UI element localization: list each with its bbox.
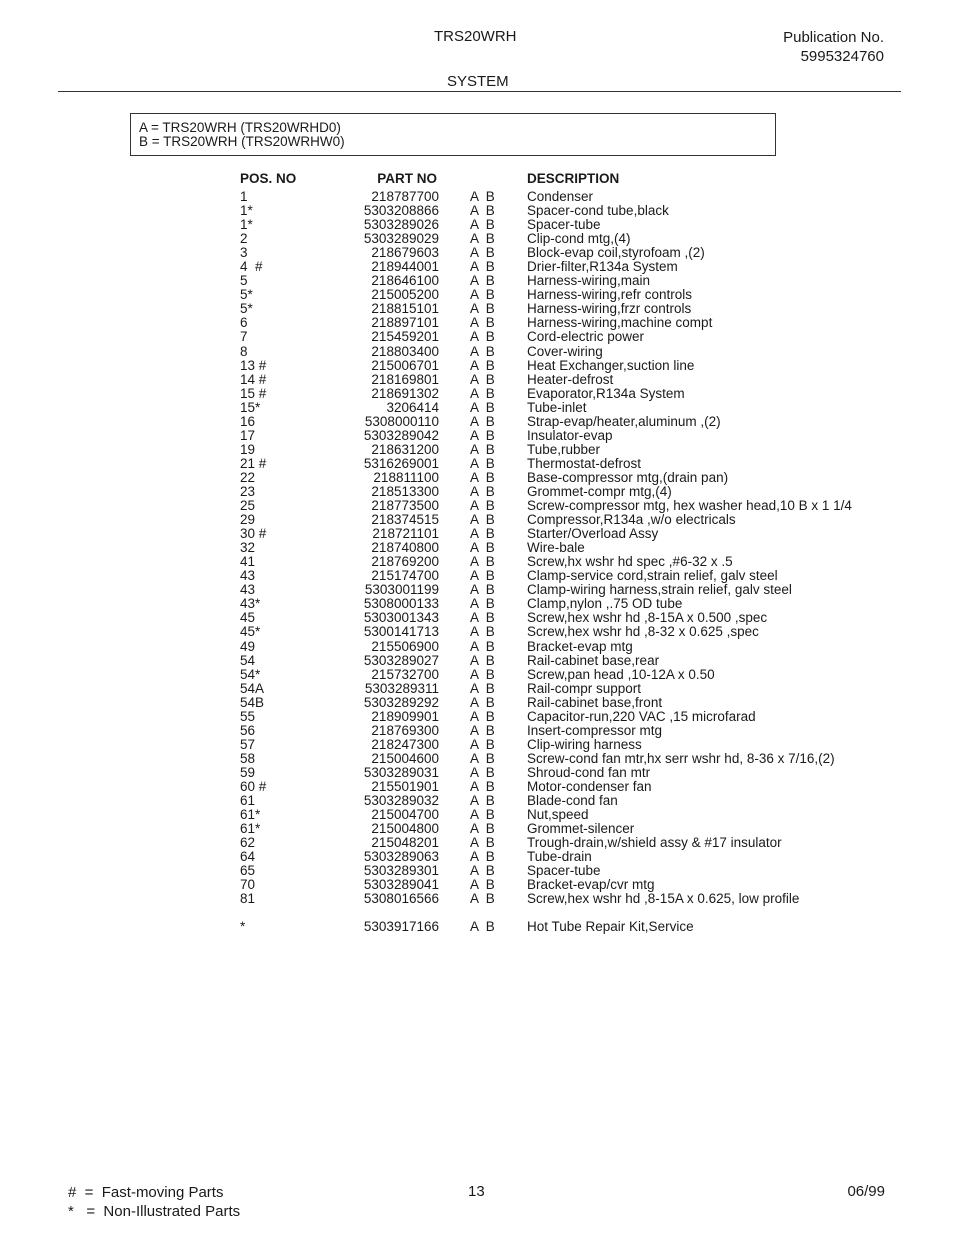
part-cell: 218803400 <box>371 343 439 359</box>
part-cell: 215048201 <box>371 835 439 851</box>
pos-cell: 45* <box>240 624 261 640</box>
table-row <box>240 204 880 218</box>
part-cell: 5303917166 <box>363 919 439 935</box>
fast-moving-note: # = Fast-moving Parts <box>68 1184 224 1201</box>
pos-cell: 57 <box>240 736 256 752</box>
pos-cell: 43* <box>240 596 261 612</box>
part-cell: 215174700 <box>371 568 439 584</box>
footer-legend <box>68 1183 240 1221</box>
version-cell: A B <box>470 554 495 570</box>
part-cell: 215006701 <box>371 357 439 373</box>
table-row <box>240 513 880 527</box>
part-cell: 218944001 <box>371 259 439 275</box>
part-cell: 215506900 <box>371 638 439 654</box>
table-row <box>240 682 880 696</box>
version-cell: A B <box>470 399 495 415</box>
description-cell: Screw,hex wshr hd ,8-15A x 0.625, low profile <box>527 891 800 907</box>
publication-block <box>783 28 884 66</box>
legend-line-b: B = TRS20WRH (TRS20WRHW0) <box>139 134 345 149</box>
version-cell: A B <box>470 301 495 317</box>
version-cell: A B <box>470 582 495 598</box>
description-cell: Rail-compr support <box>527 680 642 696</box>
part-cell: 218773500 <box>371 498 439 514</box>
pos-cell: 65 <box>240 863 256 879</box>
version-cell: A B <box>470 512 495 528</box>
part-cell: 5316269001 <box>363 455 439 471</box>
description-cell: Trough-drain,w/shield assy & #17 insulator <box>527 835 782 851</box>
version-cell: A B <box>470 722 495 738</box>
description-cell: Harness-wiring,machine compt <box>527 315 713 331</box>
part-cell: 218513300 <box>371 483 439 499</box>
part-cell: 218169801 <box>371 371 439 387</box>
version-cell: A B <box>470 189 495 204</box>
pos-cell: 60 # <box>240 778 267 794</box>
table-row <box>240 752 880 766</box>
part-cell: 218811100 <box>373 469 439 485</box>
part-cell: 218691302 <box>371 385 439 401</box>
version-cell: A B <box>470 694 495 710</box>
pos-cell: 5 <box>240 273 248 289</box>
table-row <box>240 569 880 583</box>
part-cell: 218679603 <box>371 245 439 261</box>
part-cell: 215004600 <box>371 750 439 766</box>
pos-cell: 19 <box>240 441 256 457</box>
table-row <box>240 850 880 864</box>
description-cell: Block-evap coil,styrofoam ,(2) <box>527 245 705 261</box>
version-cell: A B <box>470 708 495 724</box>
publication-date: 06/99 <box>847 1183 885 1200</box>
pos-cell: 1 <box>240 189 248 204</box>
version-cell: A B <box>470 483 495 499</box>
description-cell: Clip-cond mtg,(4) <box>527 231 631 247</box>
version-cell: A B <box>470 849 495 865</box>
version-cell: A B <box>470 343 495 359</box>
part-cell: 5303289311 <box>364 680 439 696</box>
version-cell: A B <box>470 287 495 303</box>
version-cell: A B <box>470 610 495 626</box>
description-cell: Shroud-cond fan mtr <box>527 764 651 780</box>
version-cell: A B <box>470 638 495 654</box>
description-cell: Wire-bale <box>527 540 585 556</box>
table-row <box>240 583 880 597</box>
description-cell: Base-compressor mtg,(drain pan) <box>527 469 729 485</box>
pos-cell: 41 <box>240 554 256 570</box>
version-cell: A B <box>470 455 495 471</box>
version-cell: A B <box>470 891 495 907</box>
table-row <box>240 738 880 752</box>
table-row <box>240 232 880 246</box>
pos-cell: 54A <box>240 680 265 696</box>
table-row <box>240 780 880 794</box>
description-cell: Harness-wiring,refr controls <box>527 287 693 303</box>
description-cell: Screw-compressor mtg, hex washer head,10 B x 1 1/4 <box>527 498 852 514</box>
part-column-header: PART NO <box>377 171 437 186</box>
description-cell: Screw,hex wshr hd ,8-15A x 0.500 ,spec <box>527 610 768 626</box>
pos-cell: 29 <box>240 512 256 528</box>
pos-cell: 15* <box>240 399 261 415</box>
description-cell: Rail-cabinet base,rear <box>527 652 660 668</box>
pos-cell: 58 <box>240 750 256 766</box>
version-cell: A B <box>470 807 495 823</box>
pos-cell: 70 <box>240 877 256 893</box>
description-cell: Nut,speed <box>527 807 589 823</box>
table-row <box>240 401 880 415</box>
description-cell: Clip-wiring harness <box>527 736 642 752</box>
description-cell: Capacitor-run,220 VAC ,15 microfarad <box>527 708 756 724</box>
part-cell: 218815101 <box>371 301 439 317</box>
description-cell: Motor-condenser fan <box>527 778 652 794</box>
table-row <box>240 288 880 302</box>
table-row <box>240 668 880 682</box>
pos-cell: 54 <box>240 652 256 668</box>
table-row <box>240 190 880 204</box>
description-cell: Drier-filter,R134a System <box>527 259 678 275</box>
version-cell: A B <box>470 680 495 696</box>
table-row <box>240 246 880 260</box>
pos-cell: 32 <box>240 540 256 556</box>
table-row <box>240 330 880 344</box>
table-row <box>240 274 880 288</box>
table-row <box>240 471 880 485</box>
part-cell: 5300141713 <box>363 624 439 640</box>
version-cell: A B <box>470 863 495 879</box>
part-cell: 5303289029 <box>363 231 439 247</box>
part-cell: 5303208866 <box>363 203 439 219</box>
pos-cell: 49 <box>240 638 256 654</box>
table-row <box>240 892 880 906</box>
page-number: 13 <box>468 1183 485 1200</box>
description-cell: Grommet-compr mtg,(4) <box>527 483 672 499</box>
table-row <box>240 724 880 738</box>
version-cell: A B <box>470 469 495 485</box>
table-row <box>240 654 880 668</box>
pos-cell: 17 <box>240 427 256 443</box>
table-row-extra <box>240 920 880 934</box>
header-divider <box>58 91 901 92</box>
description-cell: Harness-wiring,frzr controls <box>527 301 692 317</box>
publication-number: 5995324760 <box>800 48 884 65</box>
description-cell: Condenser <box>527 189 594 204</box>
pos-cell: 55 <box>240 708 256 724</box>
description-cell: Cord-electric power <box>527 329 645 345</box>
description-cell: Clamp-wiring harness,strain relief, galv steel <box>527 582 792 598</box>
part-cell: 5303289292 <box>363 694 439 710</box>
part-cell: 3206414 <box>386 399 439 415</box>
version-cell: A B <box>470 652 495 668</box>
version-cell: A B <box>470 231 495 247</box>
part-cell: 5308000110 <box>364 413 439 429</box>
version-cell: A B <box>470 413 495 429</box>
description-cell: Screw,hex wshr hd ,8-32 x 0.625 ,spec <box>527 624 759 640</box>
part-cell: 5303289032 <box>363 793 439 809</box>
description-cell: Bracket-evap/cvr mtg <box>527 877 655 893</box>
table-row <box>240 766 880 780</box>
version-cell: A B <box>470 919 495 935</box>
part-cell: 215004700 <box>371 807 439 823</box>
table-row <box>240 710 880 724</box>
description-cell: Thermostat-defrost <box>527 455 642 471</box>
table-row <box>240 443 880 457</box>
pos-cell: 5* <box>240 301 253 317</box>
part-cell: 218721101 <box>372 526 439 542</box>
table-row <box>240 611 880 625</box>
table-row <box>240 218 880 232</box>
description-cell: Insulator-evap <box>527 427 613 443</box>
pos-cell: 64 <box>240 849 256 865</box>
version-cell: A B <box>470 427 495 443</box>
publication-label: Publication No. <box>783 29 884 46</box>
version-cell: A B <box>470 273 495 289</box>
description-cell: Spacer-tube <box>527 863 601 879</box>
table-header <box>240 172 880 190</box>
version-cell: A B <box>470 357 495 373</box>
part-cell: 218897101 <box>371 315 439 331</box>
pos-cell: 25 <box>240 498 256 514</box>
pos-cell: 43 <box>240 582 256 598</box>
version-cell: A B <box>470 877 495 893</box>
part-cell: 218740800 <box>371 540 439 556</box>
table-row <box>240 625 880 639</box>
description-cell: Screw,hx wshr hd spec ,#6-32 x .5 <box>527 554 733 570</box>
pos-cell: 23 <box>240 483 256 499</box>
description-cell: Heater-defrost <box>527 371 614 387</box>
model-title: TRS20WRH <box>434 28 517 45</box>
parts-rows <box>240 190 880 906</box>
description-cell: Grommet-silencer <box>527 821 635 837</box>
pos-cell: 5* <box>240 287 253 303</box>
pos-cell: 8 <box>240 343 248 359</box>
table-row <box>240 794 880 808</box>
pos-cell: 16 <box>240 413 256 429</box>
pos-cell: * <box>240 919 246 935</box>
part-cell: 5303289026 <box>363 217 439 233</box>
legend-line-a: A = TRS20WRH (TRS20WRHD0) <box>139 120 341 135</box>
table-row <box>240 260 880 274</box>
description-cell: Clamp,nylon ,.75 OD tube <box>527 596 683 612</box>
description-cell: Screw,pan head ,10-12A x 0.50 <box>527 666 715 682</box>
part-cell: 5303289301 <box>363 863 439 879</box>
table-row <box>240 696 880 710</box>
part-cell: 218787700 <box>371 189 439 204</box>
pos-cell: 22 <box>240 469 256 485</box>
version-cell: A B <box>470 764 495 780</box>
table-row <box>240 878 880 892</box>
version-cell: A B <box>470 778 495 794</box>
table-row <box>240 597 880 611</box>
pos-cell: 61 <box>240 793 256 809</box>
table-row <box>240 316 880 330</box>
part-cell: 218646100 <box>371 273 439 289</box>
description-cell: Evaporator,R134a System <box>527 385 685 401</box>
description-cell: Insert-compressor mtg <box>527 722 663 738</box>
version-cell: A B <box>470 750 495 766</box>
table-row <box>240 345 880 359</box>
pos-cell: 81 <box>240 891 256 907</box>
part-cell: 215005200 <box>371 287 439 303</box>
version-cell: A B <box>470 245 495 261</box>
pos-cell: 62 <box>240 835 256 851</box>
description-cell: Spacer-cond tube,black <box>527 203 669 219</box>
version-legend <box>130 113 776 156</box>
pos-cell: 54B <box>240 694 265 710</box>
description-cell: Clamp-service cord,strain relief, galv steel <box>527 568 778 584</box>
table-row <box>240 808 880 822</box>
description-cell: Rail-cabinet base,front <box>527 694 663 710</box>
version-cell: A B <box>470 498 495 514</box>
parts-table <box>240 172 880 934</box>
pos-cell: 30 # <box>240 526 267 542</box>
part-cell: 218374515 <box>371 512 439 528</box>
description-cell: Heat Exchanger,suction line <box>527 357 695 373</box>
pos-cell: 61* <box>240 807 261 823</box>
part-cell: 218769300 <box>371 722 439 738</box>
description-cell: Screw-cond fan mtr,hx serr wshr hd, 8-36 x 7/16,(2) <box>527 750 835 766</box>
version-cell: A B <box>470 259 495 275</box>
description-cell: Strap-evap/heater,aluminum ,(2) <box>527 413 721 429</box>
description-cell: Compressor,R134a ,w/o electricals <box>527 512 736 528</box>
pos-cell: 4 # <box>240 259 263 275</box>
part-cell: 215004800 <box>371 821 439 837</box>
part-cell: 218769200 <box>371 554 439 570</box>
version-cell: A B <box>470 666 495 682</box>
part-cell: 218247300 <box>371 736 439 752</box>
part-cell: 218909901 <box>371 708 439 724</box>
section-title: SYSTEM <box>447 73 509 90</box>
pos-cell: 43 <box>240 568 256 584</box>
table-row <box>240 485 880 499</box>
part-cell: 5303001199 <box>364 582 439 598</box>
version-cell: A B <box>470 624 495 640</box>
version-cell: A B <box>470 329 495 345</box>
table-row <box>240 415 880 429</box>
table-row <box>240 640 880 654</box>
description-cell: Bracket-evap mtg <box>527 638 633 654</box>
version-cell: A B <box>470 385 495 401</box>
version-cell: A B <box>470 540 495 556</box>
version-cell: A B <box>470 203 495 219</box>
row-gap <box>240 906 880 920</box>
description-column-header: DESCRIPTION <box>527 171 620 186</box>
pos-cell: 13 # <box>240 357 267 373</box>
table-row <box>240 555 880 569</box>
description-cell: Spacer-tube <box>527 217 601 233</box>
part-cell: 5303289027 <box>363 652 439 668</box>
pos-cell: 54* <box>240 666 261 682</box>
version-cell: A B <box>470 835 495 851</box>
version-cell: A B <box>470 526 495 542</box>
table-row <box>240 359 880 373</box>
description-cell: Tube-drain <box>527 849 592 865</box>
part-cell: 5303289042 <box>363 427 439 443</box>
table-row <box>240 429 880 443</box>
pos-cell: 14 # <box>240 371 267 387</box>
part-cell: 5308016566 <box>363 891 439 907</box>
part-cell: 215459201 <box>371 329 439 345</box>
table-row <box>240 499 880 513</box>
description-cell: Blade-cond fan <box>527 793 618 809</box>
pos-cell: 2 <box>240 231 248 247</box>
pos-column-header: POS. NO <box>240 171 297 186</box>
table-row <box>240 387 880 401</box>
pos-cell: 59 <box>240 764 256 780</box>
pos-cell: 45 <box>240 610 256 626</box>
part-cell: 5303289063 <box>363 849 439 865</box>
pos-cell: 6 <box>240 315 248 331</box>
part-cell: 218631200 <box>371 441 439 457</box>
table-row <box>240 541 880 555</box>
pos-cell: 56 <box>240 722 256 738</box>
table-row <box>240 457 880 471</box>
table-row <box>240 527 880 541</box>
pos-cell: 61* <box>240 821 261 837</box>
part-cell: 5303289031 <box>363 764 439 780</box>
table-row <box>240 836 880 850</box>
part-cell: 5308000133 <box>363 596 439 612</box>
version-cell: A B <box>470 441 495 457</box>
version-cell: A B <box>470 568 495 584</box>
pos-cell: 3 <box>240 245 248 261</box>
part-cell: 5303001343 <box>363 610 439 626</box>
description-cell: Tube,rubber <box>527 441 601 457</box>
version-cell: A B <box>470 596 495 612</box>
description-cell: Hot Tube Repair Kit,Service <box>527 919 694 935</box>
part-cell: 215732700 <box>371 666 439 682</box>
table-row <box>240 822 880 836</box>
description-cell: Tube-inlet <box>527 399 587 415</box>
description-cell: Cover-wiring <box>527 343 603 359</box>
part-cell: 5303289041 <box>363 877 439 893</box>
version-cell: A B <box>470 821 495 837</box>
table-row <box>240 864 880 878</box>
version-cell: A B <box>470 217 495 233</box>
pos-cell: 21 # <box>240 455 267 471</box>
description-cell: Starter/Overload Assy <box>527 526 659 542</box>
table-row <box>240 373 880 387</box>
version-cell: A B <box>470 371 495 387</box>
pos-cell: 1* <box>240 217 253 233</box>
version-cell: A B <box>470 315 495 331</box>
description-cell: Harness-wiring,main <box>527 273 651 289</box>
version-cell: A B <box>470 793 495 809</box>
pos-cell: 15 # <box>240 385 267 401</box>
pos-cell: 1* <box>240 203 253 219</box>
non-illustrated-note: * = Non-Illustrated Parts <box>68 1203 241 1220</box>
pos-cell: 7 <box>240 329 248 345</box>
part-cell: 215501901 <box>371 778 439 794</box>
version-cell: A B <box>470 736 495 752</box>
table-row <box>240 302 880 316</box>
